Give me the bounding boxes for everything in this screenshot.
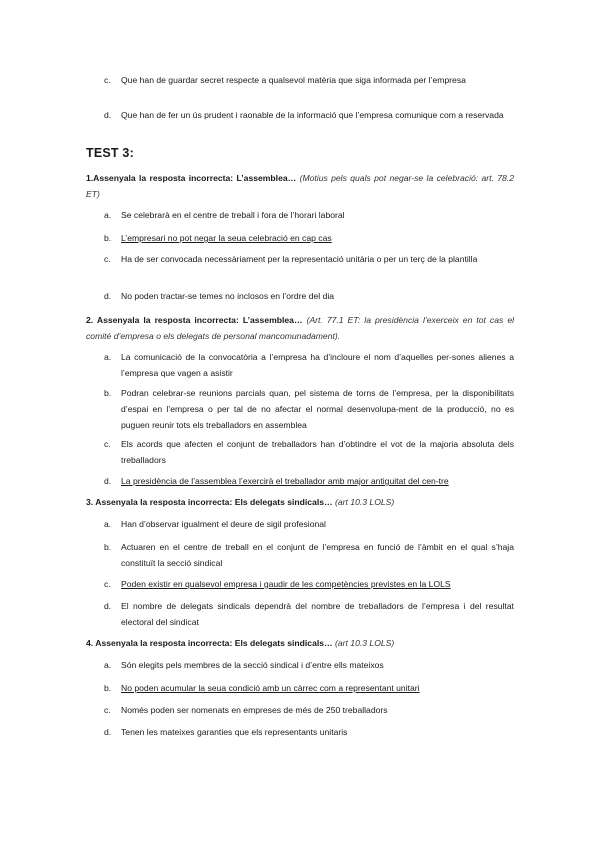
option-text: Ha de ser convocada necessàriament per la representació unitària o per un terç de la plantilla — [121, 254, 478, 264]
q3-option-d — [104, 598, 514, 630]
option-text: Que han de fer un ús prudent i raonable de la informació que l’empresa comunique com a reservada — [121, 110, 504, 120]
option-letter: c. — [104, 579, 111, 589]
intro-option-c — [104, 72, 514, 88]
option-text: Són elegits pels membres de la secció sindical i d’entre ells mateixos — [121, 660, 384, 670]
question-lead: 4. Assenyala la resposta incorrecta: — [86, 638, 233, 648]
option-text: Que han de guardar secret respecte a qualsevol matèria que siga informada per l’empresa — [121, 75, 466, 85]
option-letter: d. — [104, 727, 112, 737]
option-text: No poden tractar-se temes no inclosos en l’ordre del dia — [121, 291, 335, 301]
question-lead: 3. Assenyala la resposta incorrecta: — [86, 497, 233, 507]
option-letter: b. — [104, 388, 112, 398]
option-text: No poden acumular la seua condició amb un càrrec com a representant unitari — [121, 683, 420, 693]
question-4 — [86, 635, 514, 651]
option-letter: b. — [104, 683, 112, 693]
question-3 — [86, 494, 514, 510]
question-reference: (Art. 77.1 ET: la presidència l’exerceix en tot cas el comité d’empresa o els delegats de personal mancomunadament). — [86, 315, 515, 341]
option-text: El nombre de delegats sindicals dependrà del nombre de treballadors de l’empresa i del resultat electoral del sindicat — [121, 601, 514, 627]
question-lead: 2. Assenyala la resposta incorrecta: — [86, 315, 239, 325]
option-text: Només poden ser nomenats en empreses de més de 250 treballadors — [121, 705, 388, 715]
question-reference: (Motius pels quals pot negar-se la celebració: art. 78.2 ET) — [86, 173, 515, 199]
option-text: La presidència de l’assemblea l’exercirà el treballador amb major antiguitat del cen-tre — [121, 476, 449, 486]
option-text: L’empresari no pot negar la seua celebració en cap cas — [121, 233, 332, 243]
option-letter: c. — [104, 439, 111, 449]
question-2 — [86, 312, 514, 344]
section-title: TEST 3: — [86, 146, 134, 160]
option-letter: d. — [104, 291, 112, 301]
q2-option-c — [104, 436, 514, 468]
q3-option-b — [104, 539, 514, 571]
option-letter: b. — [104, 542, 112, 552]
option-text: Actuaren en el centre de treball en el conjunt de l’empresa en funció de l’àmbit en el qual s’haja constituït la secció sindical — [121, 542, 514, 568]
q1-option-a — [104, 207, 514, 223]
q3-option-a — [104, 516, 514, 532]
q4-option-c — [104, 702, 514, 718]
q1-option-c — [104, 251, 514, 267]
question-stem: Els delegats sindicals… — [232, 638, 333, 648]
option-text: Podran celebrar-se reunions parcials quan, pel sistema de torns de l’empresa, per la disponibilitats d’espai en l’empresa o per tal de no afectar el normal desenvolupa-ment de la producció, no es puguen reunir tots els treballadors en assemblea — [121, 388, 514, 430]
q1-option-d — [104, 288, 514, 304]
option-text: Tenen les mateixes garanties que els representants unitaris — [121, 727, 348, 737]
q3-option-c — [104, 576, 514, 592]
q4-option-b — [104, 680, 514, 696]
option-letter: a. — [104, 352, 112, 362]
q1-option-b — [104, 230, 514, 246]
question-lead: 1.Assenyala la resposta incorrecta: L’assemblea… — [86, 173, 297, 183]
q4-option-a — [104, 657, 514, 673]
option-letter: d. — [104, 601, 112, 611]
question-stem: L’assemblea… — [238, 315, 303, 325]
option-text: La comunicació de la convocatòria a l’empresa ha d’incloure el nom d’aquelles per-sones alienes a l’empresa que vagen a asistir — [121, 352, 514, 378]
intro-option-d — [104, 107, 514, 123]
option-text: Se celebrarà en el centre de treball i fora de l’horari laboral — [121, 210, 345, 220]
option-text: Han d’observar igualment el deure de sigil profesional — [121, 519, 326, 529]
question-1 — [86, 170, 514, 202]
q2-option-b — [104, 385, 514, 433]
option-letter: a. — [104, 210, 112, 220]
option-text: Els acords que afecten el conjunt de treballadors han d’obtindre el vot de la majoria absoluta dels treballadors — [121, 439, 514, 465]
option-letter: a. — [104, 660, 112, 670]
q2-option-d — [104, 473, 514, 489]
q2-option-a — [104, 349, 514, 381]
question-reference: (art 10.3 LOLS) — [335, 497, 395, 507]
option-letter: c. — [104, 254, 111, 264]
option-letter: d. — [104, 476, 112, 486]
option-letter: b. — [104, 233, 112, 243]
option-letter: c. — [104, 75, 111, 85]
option-letter: d. — [104, 110, 112, 120]
question-reference: (art 10.3 LOLS) — [335, 638, 395, 648]
option-text: Poden existir en qualsevol empresa i gaudir de les competències previstes en la LOLS — [121, 579, 451, 589]
q4-option-d — [104, 724, 514, 740]
option-letter: a. — [104, 519, 112, 529]
option-letter: c. — [104, 705, 111, 715]
question-stem: Els delegats sindicals… — [232, 497, 333, 507]
